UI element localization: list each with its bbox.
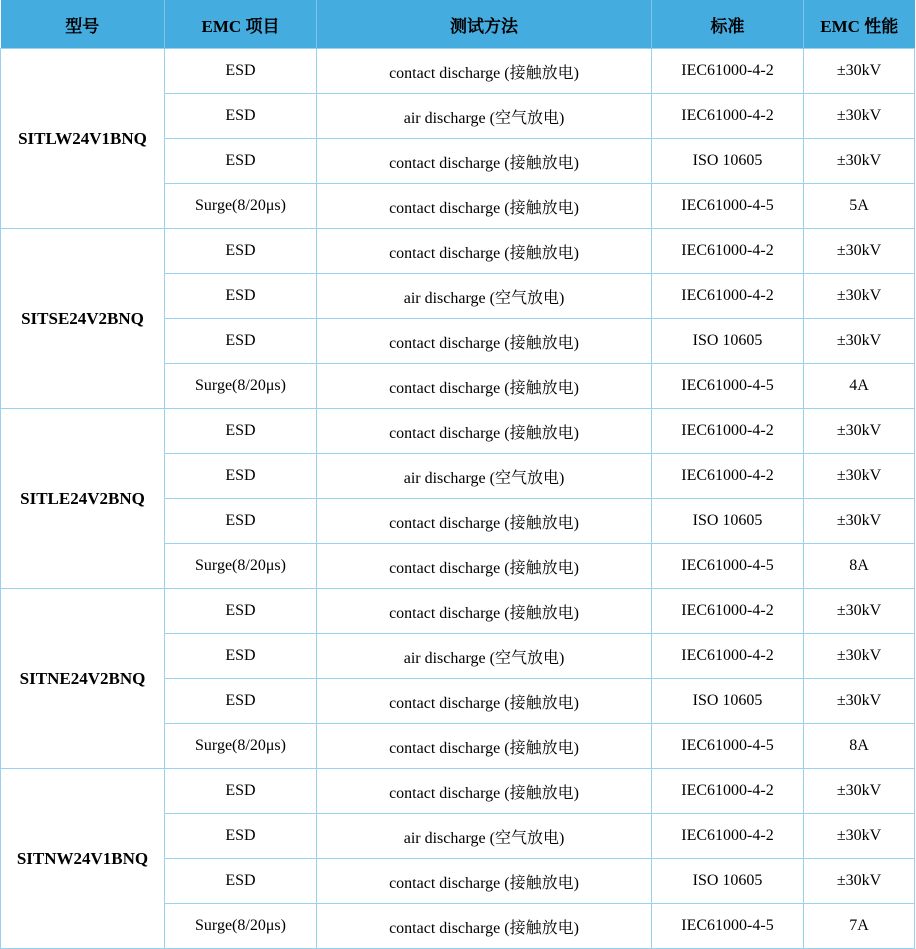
standard-cell: ISO 10605 (652, 139, 804, 184)
emc-item-cell: Surge(8/20μs) (165, 724, 317, 769)
standard-cell: IEC61000-4-2 (652, 274, 804, 319)
table-row (1, 49, 915, 94)
col-header-test-method: 测试方法 (317, 0, 652, 49)
emc-item-cell: Surge(8/20μs) (165, 364, 317, 409)
test-method-cell: contact discharge (接触放电) (317, 49, 652, 94)
performance-cell: 8A (804, 544, 915, 589)
model-cell: SITNW24V1BNQ (1, 769, 165, 949)
performance-cell: ±30kV (804, 499, 915, 544)
performance-cell: ±30kV (804, 229, 915, 274)
test-method-cell: air discharge (空气放电) (317, 274, 652, 319)
performance-cell: 7A (804, 904, 915, 949)
performance-cell: ±30kV (804, 589, 915, 634)
standard-cell: IEC61000-4-2 (652, 454, 804, 499)
standard-cell: IEC61000-4-2 (652, 634, 804, 679)
emc-item-cell: ESD (165, 859, 317, 904)
test-method-cell: contact discharge (接触放电) (317, 229, 652, 274)
col-header-standard: 标准 (652, 0, 804, 49)
emc-item-cell: ESD (165, 139, 317, 184)
test-method-cell: contact discharge (接触放电) (317, 769, 652, 814)
emc-item-cell: ESD (165, 274, 317, 319)
standard-cell: IEC61000-4-2 (652, 769, 804, 814)
standard-cell: IEC61000-4-5 (652, 364, 804, 409)
col-header-emc-performance: EMC 性能 (804, 0, 915, 49)
emc-item-cell: ESD (165, 409, 317, 454)
test-method-cell: contact discharge (接触放电) (317, 364, 652, 409)
model-cell: SITSE24V2BNQ (1, 229, 165, 409)
test-method-cell: contact discharge (接触放电) (317, 679, 652, 724)
standard-cell: IEC61000-4-2 (652, 229, 804, 274)
performance-cell: ±30kV (804, 139, 915, 184)
emc-item-cell: ESD (165, 319, 317, 364)
standard-cell: IEC61000-4-5 (652, 184, 804, 229)
standard-cell: IEC61000-4-2 (652, 814, 804, 859)
performance-cell: ±30kV (804, 94, 915, 139)
test-method-cell: air discharge (空气放电) (317, 814, 652, 859)
emc-item-cell: Surge(8/20μs) (165, 904, 317, 949)
emc-item-cell: ESD (165, 769, 317, 814)
performance-cell: ±30kV (804, 634, 915, 679)
standard-cell: IEC61000-4-5 (652, 904, 804, 949)
standard-cell: ISO 10605 (652, 679, 804, 724)
table-row (1, 769, 915, 814)
performance-cell: 8A (804, 724, 915, 769)
test-method-cell: air discharge (空气放电) (317, 634, 652, 679)
emc-item-cell: ESD (165, 454, 317, 499)
performance-cell: ±30kV (804, 769, 915, 814)
table-row (1, 229, 915, 274)
emc-item-cell: Surge(8/20μs) (165, 544, 317, 589)
performance-cell: ±30kV (804, 409, 915, 454)
model-cell: SITLW24V1BNQ (1, 49, 165, 229)
standard-cell: IEC61000-4-2 (652, 589, 804, 634)
standard-cell: IEC61000-4-2 (652, 409, 804, 454)
test-method-cell: contact discharge (接触放电) (317, 319, 652, 364)
performance-cell: ±30kV (804, 454, 915, 499)
performance-cell: ±30kV (804, 814, 915, 859)
standard-cell: ISO 10605 (652, 859, 804, 904)
standard-cell: IEC61000-4-2 (652, 49, 804, 94)
emc-item-cell: ESD (165, 589, 317, 634)
performance-cell: 4A (804, 364, 915, 409)
col-header-emc-item: EMC 项目 (165, 0, 317, 49)
test-method-cell: air discharge (空气放电) (317, 454, 652, 499)
test-method-cell: contact discharge (接触放电) (317, 724, 652, 769)
model-cell: SITNE24V2BNQ (1, 589, 165, 769)
performance-cell: ±30kV (804, 319, 915, 364)
standard-cell: IEC61000-4-5 (652, 544, 804, 589)
performance-cell: 5A (804, 184, 915, 229)
performance-cell: ±30kV (804, 679, 915, 724)
test-method-cell: contact discharge (接触放电) (317, 589, 652, 634)
performance-cell: ±30kV (804, 859, 915, 904)
emc-item-cell: ESD (165, 634, 317, 679)
performance-cell: ±30kV (804, 274, 915, 319)
performance-cell: ±30kV (804, 49, 915, 94)
emc-item-cell: ESD (165, 94, 317, 139)
model-cell: SITLE24V2BNQ (1, 409, 165, 589)
test-method-cell: contact discharge (接触放电) (317, 499, 652, 544)
emc-item-cell: ESD (165, 499, 317, 544)
table-row (1, 409, 915, 454)
test-method-cell: contact discharge (接触放电) (317, 859, 652, 904)
standard-cell: IEC61000-4-2 (652, 94, 804, 139)
test-method-cell: contact discharge (接触放电) (317, 409, 652, 454)
emc-item-cell: Surge(8/20μs) (165, 184, 317, 229)
standard-cell: IEC61000-4-5 (652, 724, 804, 769)
col-header-model: 型号 (1, 0, 165, 49)
test-method-cell: contact discharge (接触放电) (317, 904, 652, 949)
table-header-row (1, 0, 915, 49)
standard-cell: ISO 10605 (652, 499, 804, 544)
emc-item-cell: ESD (165, 49, 317, 94)
emc-item-cell: ESD (165, 679, 317, 724)
emc-item-cell: ESD (165, 229, 317, 274)
standard-cell: ISO 10605 (652, 319, 804, 364)
table-row (1, 589, 915, 634)
emc-item-cell: ESD (165, 814, 317, 859)
test-method-cell: contact discharge (接触放电) (317, 544, 652, 589)
test-method-cell: contact discharge (接触放电) (317, 139, 652, 184)
test-method-cell: contact discharge (接触放电) (317, 184, 652, 229)
test-method-cell: air discharge (空气放电) (317, 94, 652, 139)
